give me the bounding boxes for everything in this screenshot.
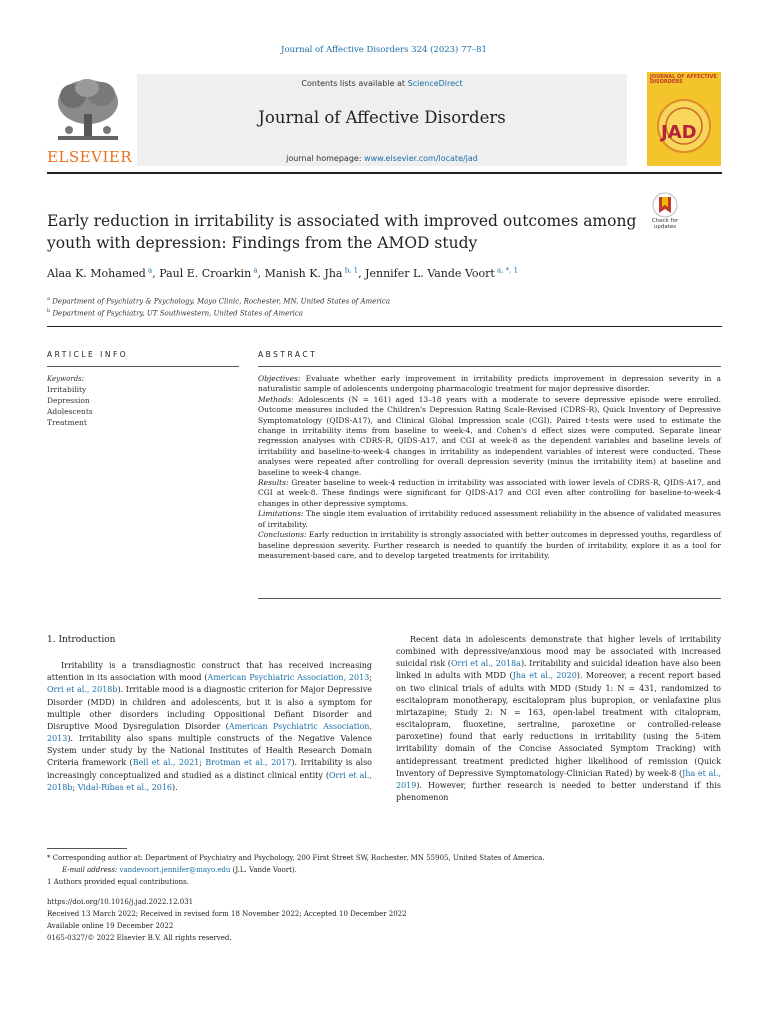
article-info-heading: ARTICLE INFO xyxy=(47,350,129,359)
body-text: ). However, further research is needed to better understand if this phenomenon xyxy=(396,780,721,803)
keyword: Depression xyxy=(47,396,90,405)
elsevier-wordmark: ELSEVIER xyxy=(47,148,133,166)
abstract-paragraph xyxy=(258,374,721,395)
body-text: ). Irritable mood is a diagnostic criterion for Major Depressive Disorder (MDD) in children and adolescents, but it is also a symptom for multiple other disorders including Oppositional Defiant Disorder and Disruptive Mood Dysregulation Disorder ( xyxy=(47,685,373,731)
sciencedirect-link[interactable]: ScienceDirect xyxy=(407,79,463,88)
author[interactable] xyxy=(265,267,366,280)
citation-link[interactable]: American Psychiatric Association, 2013 xyxy=(207,673,370,683)
abstract-paragraph xyxy=(258,530,721,561)
copyright: 0165-0327/© 2022 Elsevier B.V. All rights reserved. xyxy=(47,934,232,942)
affiliation-mark: b xyxy=(47,308,51,314)
title-line: youth with depression: Findings from the AMOD study xyxy=(47,234,478,252)
check-label-line: updates xyxy=(653,224,677,231)
body-text: ; xyxy=(72,782,78,792)
email-suffix: (J.L. Vande Voort). xyxy=(230,866,297,874)
author-affil-mark[interactable]: a xyxy=(253,266,258,274)
keyword: Irritability xyxy=(47,385,87,394)
abstract-heading: ABSTRACT xyxy=(258,350,318,359)
check-label xyxy=(646,218,684,230)
body-column-right xyxy=(396,634,721,804)
body-text: Recent data in adolescents demonstrate that higher levels of irritability combined with depressive/anxious mood may be associated with increased suicidal risk ( xyxy=(396,635,721,669)
footnote-rule xyxy=(47,848,127,849)
check-label-line: Check for xyxy=(651,218,679,224)
affiliation-mark: a xyxy=(47,296,50,302)
contents-prefix: Contents lists available at xyxy=(301,79,408,88)
author-name: Manish K. Jha xyxy=(264,266,343,280)
author-name: Alaa K. Mohamed xyxy=(47,266,146,280)
abstract-text: Adolescents (N = 161) aged 13–18 years with a moderate to severe depressive episode were enrolled. Outcome measures included the Children's Depression Rating Scale-Revised (CDRS-R), Quick Inventory of Depressive Symptomatology (QIDS-A17), and Clinical Global Impression scale (CGI). Paired t-tests were used to estimate the change in irritability items from baseline to week-4, and Cohen's d effect sizes were computed. Separate linear regression analyses with CDRS-R, QIDS-A17, and CGI at week-8 as the dependent variables and baseline levels of irritability and baseline-to-week-4 changes in irritability as independent variables of interest were conducted. These analyses were repeated after controlling for overall depression severity (minus the irritability item) at baseline and baseline to week-4 change. xyxy=(258,394,721,477)
elsevier-logo[interactable] xyxy=(47,70,133,168)
abstract-label: Conclusions: xyxy=(258,530,307,540)
abstract-label: Methods: xyxy=(258,394,294,404)
abstract-rule xyxy=(258,366,721,367)
author[interactable] xyxy=(365,267,518,280)
tree-icon xyxy=(53,74,123,144)
check-for-updates-badge[interactable] xyxy=(648,192,682,238)
abstract-text: Evaluate whether early improvement in irritability predicts improvement in depression severity in a naturalistic sample of adolescents undergoing pharmacologic treatment for major depressive disorder. xyxy=(258,374,721,394)
cover-title: JOURNAL OF AFFECTIVE DISORDERS xyxy=(650,74,717,86)
homepage-link[interactable]: www.elsevier.com/locate/jad xyxy=(364,154,478,163)
abstract-body xyxy=(258,374,721,561)
header-divider xyxy=(47,326,722,327)
abstract-label: Results: xyxy=(258,478,289,488)
abstract-paragraph xyxy=(258,478,721,509)
citation-link[interactable]: Orri et al., 2018b xyxy=(47,685,118,695)
journal-masthead xyxy=(47,70,722,168)
bookmark-icon xyxy=(648,192,682,218)
body-text: Irritability is a transdiagnostic construct that has received increasing attention in its association with mood ( xyxy=(47,661,372,683)
author-affil-mark[interactable]: b, 1 xyxy=(344,266,359,274)
author-separator: , xyxy=(152,266,160,280)
abstract-bottom-rule xyxy=(258,598,721,599)
affiliation xyxy=(47,296,687,305)
citation-link[interactable]: Brotman et al., 2017 xyxy=(205,758,292,768)
author-name: Jennifer L. Vande Voort xyxy=(365,266,495,280)
citation-link[interactable]: Orri et al., 2018a xyxy=(450,659,521,669)
received-dates: Received 13 March 2022; Received in revised form 18 November 2022; Accepted 10 December 2022 xyxy=(47,910,407,918)
body-text: ; xyxy=(199,758,206,768)
citation-link[interactable]: Orri et al., 2018b xyxy=(47,770,373,792)
body-paragraph xyxy=(396,634,721,804)
body-text: ). Moreover, a recent report based on two clinical trials of adults with MDD (Study 1: N = 431, randomized to escitalopram monotherapy, escitalopram plus bupropion, or venlafaxine plus mirtazapine; Study 2: N = 163, open-label treatment with citalopram, escitalopram, fluoxetine, sertraline, paroxetine or controlled-release paroxetine) found that early reductions in irritability (using the 5-item irritability domain of the Concise Associated Symptom Tracking) with antidepressant treatment predicted higher likelihood of remission (Quick Inventory of Depressive Symptomatology-Clinician Rated) by week-8 ( xyxy=(396,671,722,778)
abstract-paragraph xyxy=(258,509,721,530)
abstract-text: The single item evaluation of irritability reduced assessment reliability in the absence of validated measures of irritability. xyxy=(258,509,721,529)
email-link[interactable]: vandevoort.jennifer@mayo.edu xyxy=(119,866,231,874)
citation-link[interactable]: Jha et al., 2020 xyxy=(512,671,577,681)
section-heading: 1. Introduction xyxy=(47,635,116,645)
journal-banner xyxy=(137,74,627,166)
corresponding-author-note: * Corresponding author at: Department of Psychiatry and Psychology, 200 First Street SW, Rochester, MN 55905, United States of America. xyxy=(47,854,545,862)
keywords-label: Keywords: xyxy=(47,375,85,383)
cover-letters: JAD xyxy=(661,122,697,143)
journal-name: Journal of Affective Disorders xyxy=(258,108,506,127)
article-title xyxy=(47,210,637,254)
citation-link[interactable]: Vidal-Ribas et al., 2016 xyxy=(77,782,173,792)
available-online: Available online 19 December 2022 xyxy=(47,922,174,930)
author-name: Paul E. Croarkin xyxy=(159,266,252,280)
masthead-divider xyxy=(47,172,722,174)
running-header[interactable]: Journal of Affective Disorders 324 (2023) 77–81 xyxy=(281,45,487,55)
author-affil-mark[interactable]: a xyxy=(148,266,153,274)
journal-cover-image[interactable] xyxy=(647,72,721,166)
author-separator: , xyxy=(257,266,265,280)
doi-link[interactable]: https://doi.org/10.1016/j.jad.2022.12.031 xyxy=(47,898,194,906)
abstract-label: Objectives: xyxy=(258,374,301,383)
email-label: E-mail address: xyxy=(62,866,120,874)
abstract-text: Early reduction in irritability is strongly associated with better outcomes in depressed youths, regardless of baseline depression severity. Further research is needed to quantify the burden of irritability, explore it as a tool for measurement-based care, and to develop targeted treatments for irritability. xyxy=(258,530,721,560)
author[interactable] xyxy=(47,267,159,280)
keyword: Treatment xyxy=(47,418,87,427)
body-text: ). Irritability is also increasingly conceptualized and studied as a distinct clinical entity ( xyxy=(47,758,372,780)
body-paragraph xyxy=(47,660,372,794)
equal-contribution-note: 1 Authors provided equal contributions. xyxy=(47,878,189,886)
email-note xyxy=(62,866,737,874)
author-affil-mark[interactable]: a, *, 1 xyxy=(497,266,519,274)
body-text: ; xyxy=(369,673,372,683)
author[interactable] xyxy=(159,267,264,280)
homepage-line xyxy=(137,154,627,163)
citation-link[interactable]: Jha et al., 2019 xyxy=(396,768,721,790)
body-text: ). xyxy=(172,782,178,792)
abstract-label: Limitations: xyxy=(258,509,304,519)
body-column-left xyxy=(47,634,372,794)
body-text: ). Irritability also spans multiple constructs of the Negative Valence System under study by the National Institutes of Health Research Domain Criteria framework ( xyxy=(47,734,372,768)
affiliation-text: Department of Psychiatry & Psychology, Mayo Clinic, Rochester, MN, United States of America xyxy=(52,297,390,306)
homepage-prefix: journal homepage: xyxy=(286,154,365,163)
keyword: Adolescents xyxy=(47,407,93,416)
contents-line xyxy=(137,79,627,88)
article-info-rule xyxy=(47,366,239,367)
abstract-text: Greater baseline to week-4 reduction in irritability was associated with lower levels of CDRS-R, QIDS-A17, and CGI at week-8. These findings were significant for QIDS-A17 and CGI even after controlling for baseline-to-week-4 changes in other depressive symptoms. xyxy=(258,478,721,508)
affiliation-text: Department of Psychiatry, UT Southwestern, United States of America xyxy=(52,309,303,318)
abstract-paragraph xyxy=(258,395,721,478)
citation-link[interactable]: American Psychiatric Association, 2013 xyxy=(47,721,373,744)
citation-link[interactable]: Bell et al., 2021 xyxy=(132,758,200,768)
title-line: Early reduction in irritability is associated with improved outcomes among xyxy=(47,212,637,230)
author-list xyxy=(47,266,687,280)
author-separator: , xyxy=(358,266,366,280)
affiliation xyxy=(47,308,687,317)
body-text: ). Irritability and suicidal ideation have also been linked in adults with MDD ( xyxy=(396,659,721,681)
